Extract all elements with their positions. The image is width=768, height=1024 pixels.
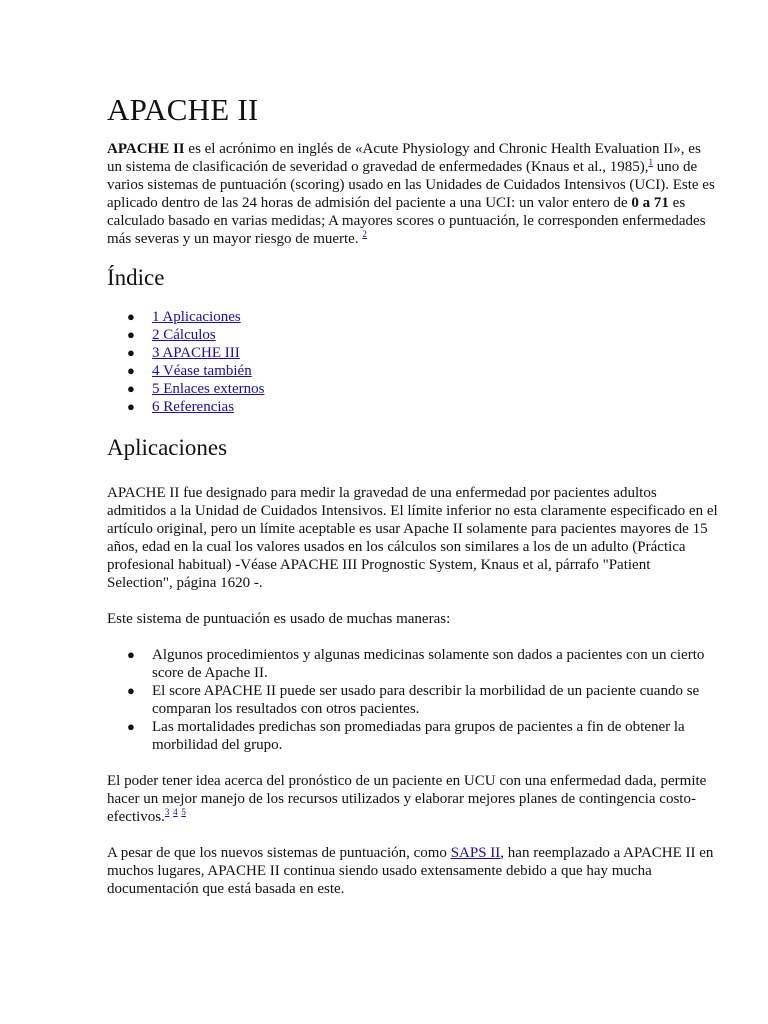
footnote-link-5[interactable]: 5 — [181, 807, 186, 817]
p4-text-a: A pesar de que los nuevos sistemas de puntuación, como — [107, 845, 451, 861]
toc-link-referencias[interactable]: 6 Referencias — [152, 399, 235, 415]
toc-item — [107, 362, 718, 380]
bullet-icon: ● — [127, 647, 135, 662]
toc-link-vease-tambien[interactable]: 4 Véase también — [152, 363, 252, 379]
intro-paragraph — [107, 140, 718, 248]
bullet-icon: ● — [127, 327, 135, 342]
footnote-ref-3[interactable] — [165, 807, 170, 817]
aplicaciones-paragraph-3 — [107, 772, 718, 826]
bullet-icon: ● — [127, 399, 135, 414]
bullet-icon: ● — [127, 345, 135, 360]
bullet-icon: ● — [127, 381, 135, 396]
bullet-icon: ● — [127, 363, 135, 378]
toc-item — [107, 308, 718, 326]
section-title-aplicaciones: Aplicaciones — [107, 435, 228, 460]
p4-text-b: , han reemplazado a APACHE II en muchos lugares, APACHE II continua siendo usado extensamente debido a que hay mucha documentación que está basada en este. — [107, 845, 714, 897]
toc-link-enlaces-externos[interactable]: 5 Enlaces externos — [152, 381, 265, 397]
footnote-ref-5[interactable] — [181, 807, 186, 817]
list-item — [107, 646, 718, 682]
footnote-ref-4[interactable] — [173, 807, 178, 817]
toc-list — [107, 308, 718, 416]
list-item — [107, 718, 718, 754]
bullet-icon: ● — [127, 309, 135, 324]
footnote-link-3[interactable]: 3 — [164, 807, 170, 817]
intro-range: 0 a 71 — [631, 195, 669, 211]
aplicaciones-paragraph-2: Este sistema de puntuación es usado de muchas maneras: — [107, 611, 451, 627]
toc-link-aplicaciones[interactable]: 1 Aplicaciones — [152, 309, 241, 325]
toc-item — [107, 398, 718, 416]
intro-text-b: uno de varios sistemas de puntuación (scoring) usado en las Unidades de Cuidados Intensivos (UCI). Este es aplicado dentro de las 24 horas de admisión del paciente a una UCI: un valor entero de — [107, 159, 715, 211]
intro-bold-term: APACHE II — [107, 141, 185, 157]
p3-text: El poder tener idea acerca del pronóstico de un paciente en UCU con una enfermedad dada, permite hacer un mejor manejo de los recursos utilizados y elaborar mejores planes de contingencia costo-efectivos. — [107, 773, 707, 825]
toc-item — [107, 326, 718, 344]
list-item-text: Algunos procedimientos y algunas medicinas solamente son dados a pacientes con un cierto score de Apache II. — [152, 647, 705, 681]
intro-text-c: es calculado basado en varias medidas; A mayores scores o puntuación, le corresponden enfermedades más severas y un mayor riesgo de muerte. — [107, 195, 706, 247]
toc-item — [107, 380, 718, 398]
bullet-icon: ● — [127, 683, 135, 698]
toc-title: Índice — [107, 265, 165, 290]
footnote-link-4[interactable]: 4 — [173, 807, 178, 817]
page-title: APACHE II — [107, 92, 259, 127]
footnote-ref-2[interactable] — [362, 229, 367, 239]
footnote-link-1[interactable]: 1 — [648, 157, 653, 167]
toc-link-calculos[interactable]: 2 Cálculos — [152, 327, 216, 343]
footnote-link-2[interactable]: 2 — [362, 229, 367, 239]
saps-ii-link[interactable]: SAPS II — [450, 845, 501, 861]
list-item — [107, 682, 718, 718]
toc-item — [107, 344, 718, 362]
list-item-text: Las mortalidades predichas son promediadas para grupos de pacientes a fin de obtener la morbilidad del grupo. — [152, 719, 685, 753]
list-item-text: El score APACHE II puede ser usado para describir la morbilidad de un paciente cuando se comparan los resultados con otros pacientes. — [152, 683, 700, 717]
bullet-icon: ● — [127, 719, 135, 734]
aplicaciones-paragraph-1: APACHE II fue designado para medir la gravedad de una enfermedad por pacientes adultos admitidos a la Unidad de Cuidados Intensivos. El límite inferior no esta claramente especificado en el artículo original, pero un límite aceptable es usar Apache II solamente para pacientes mayores de 15 años, edad en la cual los valores usados en los cálculos son similares a los de un adulto (Práctica profesional habitual) -Véase APACHE III Prognostic System, Knaus et al, párrafo "Patient Selection", página 1620 -. — [107, 485, 718, 591]
toc-link-apache-iii[interactable]: 3 APACHE III — [152, 345, 240, 361]
intro-text-a: es el acrónimo en inglés de «Acute Physiology and Chronic Health Evaluation II», es un sistema de clasificación de severidad o gravedad de enfermedades (Knaus et al., 1985), — [107, 141, 701, 175]
aplicaciones-paragraph-4 — [107, 844, 718, 898]
uses-list — [107, 646, 718, 754]
